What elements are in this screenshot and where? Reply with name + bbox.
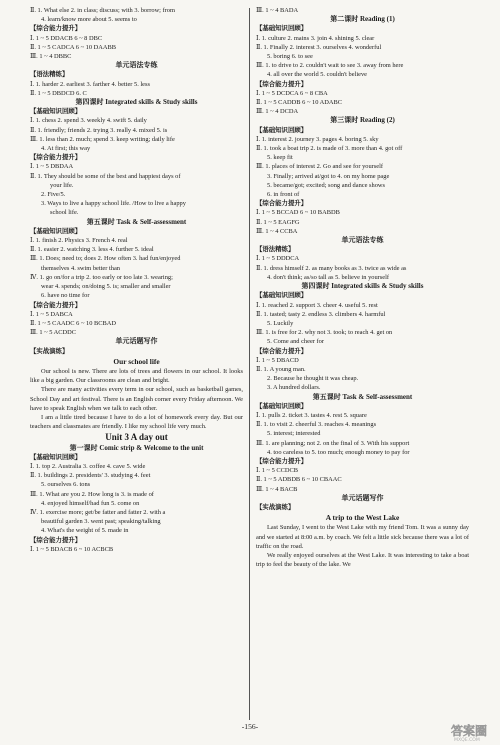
right-column-line: Ⅲ. 1 ~ 4 BADA — [256, 7, 299, 14]
left-column-line: Ⅱ. 1. They should be some of the best and happiest days of — [30, 172, 181, 180]
left-column-line: Ⅲ. 1. What are you 2. How long is 3. is made of — [30, 490, 154, 498]
left-column — [30, 6, 243, 554]
right-column-line: Ⅰ. 1 ~ 5 CCDCB — [256, 467, 299, 475]
left-column-line: wear 4. spends; on/doing 5. is; smaller and smaller — [41, 283, 171, 291]
left-column-line: Ⅰ. 1. top 2. Australia 3. coffee 4. cave 5. wide — [30, 462, 146, 470]
right-column-line: Ⅰ. 1. pulls 2. ticket 3. tastes 4. rest 5. square — [256, 411, 367, 419]
left-column-line: 4. learn/know more about 5. seems to — [41, 16, 137, 24]
right-column-line: 【综合能力提升】 — [256, 347, 308, 355]
right-column-line: Ⅱ. 1. dress himself 2. as many books as 3. twice as wide as — [256, 264, 407, 272]
left-column-line: 6. have no time for — [41, 292, 90, 300]
right-column-line: 【综合能力提升】 — [256, 80, 308, 88]
left-column-line: Ⅱ. 1. buildings 2. presidents' 3. studying 4. feet — [30, 472, 151, 480]
right-column-line: 【综合能力提升】 — [256, 457, 308, 465]
right-column-line: 单元语法专练 — [341, 236, 384, 245]
left-column-line: Ⅲ. 1 ~ 4 DBBC — [30, 53, 72, 61]
right-column-line: A trip to the West Lake — [325, 513, 400, 523]
left-column-line: Ⅰ. 1. harder 2. earliest 3. farther 4. better 5. less — [30, 80, 150, 88]
right-column-line: Ⅰ. 1. interest 2. journey 3. pages 4. boring 5. sky — [256, 135, 379, 143]
left-column-line: Unit 3 A day out — [105, 432, 168, 443]
left-column-line: 第五课时 Task & Self-assessment — [86, 217, 187, 226]
right-column-line: Ⅰ. 1 ~ 5 DCDCA 6 ~ 8 CBA — [256, 89, 328, 97]
right-column-line: Ⅱ. 1. A young man. — [256, 365, 306, 373]
right-column-line: Ⅰ. 1 ~ 5 DBACD — [256, 356, 299, 364]
right-column-line: 【基础知识回顾】 — [256, 292, 308, 300]
right-column-line: 5. boring 6. to see — [267, 53, 313, 61]
right-column-line: 2. Because he thought it was cheap. — [267, 375, 359, 383]
right-column-line: 第三课时 Reading (2) — [330, 116, 395, 125]
right-column-line: 【基础知识回顾】 — [256, 402, 308, 410]
left-column-line: Ⅱ. 1. friendly; friends 2. trying 3. really 4. mixed 5. is — [30, 126, 168, 134]
right-column-line: Ⅲ. 1. is free for 2. why not 3. took; to reach 4. get on — [256, 329, 393, 337]
left-column-line: I am a little tired because I have to do a lot of homework every day. But our teachers and classmates are friendly. I like my school life very much. — [30, 413, 243, 431]
right-column-line: Ⅲ. 1. to drive to 2. couldn't wait to see 3. away from here — [256, 62, 404, 70]
left-column-line: 【综合能力提升】 — [30, 154, 82, 162]
left-column-line: Ⅲ. 1. less than 2. much; spend 3. keep writing; daily life — [30, 135, 175, 143]
right-column-line: Ⅲ. 1 ~ 4 BACB — [256, 485, 298, 493]
right-column-line: 5. keep fit — [267, 154, 293, 162]
right-column-line: Ⅲ. 1 ~ 4 DCDA — [256, 108, 299, 116]
right-column-line: 【综合能力提升】 — [256, 200, 308, 208]
watermark-site-text: MXQE.COM — [454, 738, 480, 742]
right-column-line: Ⅱ. 1. to visit 2. cheerful 3. reaches 4. meanings — [256, 421, 377, 429]
right-column-line: 4. too careless to 5. too much; enough money to pay for — [267, 448, 410, 456]
right-column-line: Ⅱ. 1 ~ 5 CADDB 6 ~ 10 ADABC — [256, 99, 343, 107]
left-column-line: Ⅰ. 1. finish 2. Physics 3. French 4. real — [30, 237, 128, 245]
right-column-line: Ⅱ. 1 ~ 5 ADBDB 6 ~ 10 CBAAC — [256, 476, 342, 484]
column-divider — [249, 8, 250, 720]
left-column-line: Ⅳ. 1. go on/for a trip 2. too early or too late 3. wearing; — [30, 273, 173, 281]
left-column-line: Our school is new. There are lots of trees and flowers in our school. It looks like a big garden. Our classrooms are clean and bright. — [30, 367, 243, 385]
right-column-line: 5. Come and cheer for — [267, 338, 324, 346]
left-column-line: 单元话题写作 — [115, 337, 158, 346]
right-column-line: Ⅰ. 1. culture 2. mains 3. join 4. shining 5. clear — [256, 34, 375, 42]
right-column-line: 3. A hundred dollars. — [267, 384, 321, 392]
right-column-line: Ⅱ. 1 ~ 5 EAGFG — [256, 218, 300, 226]
left-column-line: Ⅱ. 1 ~ 5 CAADC 6 ~ 10 BCBAD — [30, 319, 117, 327]
right-column-line: 单元话题写作 — [341, 493, 384, 502]
right-column-line: 5. became/got; excited; song and dance shows — [267, 181, 386, 189]
left-column-line: Ⅰ. 1 ~ 5 BDACB 6 ~ 10 ACBCB — [30, 545, 114, 553]
left-column-line: 【实战演练】 — [30, 347, 69, 355]
left-column-line: themselves 4. swim better than — [41, 264, 120, 272]
left-column-line: Ⅲ. 1 ~ 5 ACDDC — [30, 329, 77, 337]
left-column-line: 【综合能力提升】 — [30, 301, 82, 309]
watermark-logo-text: 答案圈 — [451, 724, 488, 738]
right-column — [256, 6, 469, 569]
answer-key-page — [30, 6, 476, 726]
left-column-line: Our school life — [113, 356, 160, 366]
left-column-line: 5. ourselves 6. tons — [41, 481, 91, 489]
left-column-line: 4. What's the weight of 5. made in — [41, 527, 129, 535]
right-column-line: 第五课时 Task & Self-assessment — [312, 392, 413, 401]
left-column-line: 单元语法专练 — [115, 61, 158, 70]
left-column-line: 4. enjoyed himself/had fun 5. come on — [41, 499, 140, 507]
left-column-line: Ⅱ. 1. What else 2. in class; discuss; with 3. borrow; from — [30, 7, 175, 14]
left-column-line: beautiful garden 3. went past; speaking/talking — [41, 518, 161, 526]
left-column-line: 第一课时 Comic strip & Welcome to the unit — [69, 443, 204, 452]
page-number: -156- — [241, 722, 259, 731]
right-column-line: 6. in front of — [267, 191, 300, 199]
right-column-line: Ⅰ. 1 ~ 5 DDDCA — [256, 255, 300, 263]
left-column-line: 4. At first; this way — [41, 145, 91, 153]
right-column-line: Ⅰ. 1 ~ 5 BCCAD 6 ~ 10 BABDB — [256, 209, 340, 217]
left-column-line: Ⅱ. 1 ~ 5 CADCA 6 ~ 10 DAABB — [30, 43, 117, 51]
left-column-line: Ⅳ. 1. exercise more; get/be fatter and fatter 2. with a — [30, 508, 166, 516]
right-column-line: Ⅲ. 1. places of interest 2. Go and see for yourself — [256, 163, 384, 171]
right-column-line: 4. don't think; as/so tall as 5. believe in yourself — [267, 273, 390, 281]
right-column-line: 【语法精练】 — [256, 246, 295, 254]
left-column-line: 第四课时 Integrated skills & Study skills — [75, 98, 198, 107]
right-column-line: 【实战演练】 — [256, 503, 295, 511]
left-column-line: Ⅰ. 1 ~ 5 DDACB 6 ~ 8 DBC — [30, 34, 103, 42]
right-column-line: Ⅰ. 1. reached 2. support 3. cheer 4. useful 5. rest — [256, 301, 378, 309]
left-column-line: 【综合能力提升】 — [30, 25, 82, 33]
right-column-line: We really enjoyed ourselves at the West Lake. It was interesting to take a boat trip to feel the beauty of the lake. We — [256, 551, 469, 569]
left-column-line: Ⅱ. 1. easier 2. watching 3. less 4. further 5. ideal — [30, 246, 154, 254]
left-column-line: your life. — [50, 181, 74, 189]
right-column-line: 5. interest; interested — [267, 430, 321, 438]
right-column-line: 5. Luckily — [267, 319, 294, 327]
right-column-line: 【基础知识回顾】 — [256, 126, 308, 134]
left-column-line: There are many activities every term in our school, such as basketball games, School Day and art festival. There is an English corner every Friday afternoon. We have to speak English when we talk to each other. — [30, 386, 243, 412]
left-column-line: 3. Ways to live a happy school life. /How to live a happy — [41, 200, 186, 208]
watermark-logo — [450, 724, 496, 742]
right-column-line: 第四课时 Integrated skills & Study skills — [301, 282, 424, 291]
left-column-line: 【基础知识回顾】 — [30, 453, 82, 461]
left-column-line: Ⅲ. 1. Does; need to; does 2. How often 3. had fun/enjoyed — [30, 255, 181, 263]
left-column-line: 【基础知识回顾】 — [30, 227, 82, 235]
right-column-line: Last Sunday, I went to the West Lake with my friend Tom. It was a sunny day and we started at 8:00 a.m. by coach. We felt a little sick because there was a lot of traffic on the road. — [256, 524, 469, 550]
right-column-line: Ⅲ. 1. are planning; not 2. on the final of 3. With his support — [256, 439, 410, 447]
left-column-line: Ⅰ. 1 ~ 5 DBDAA — [30, 163, 74, 171]
right-column-line: 【基础知识回顾】 — [256, 25, 308, 33]
left-column-line: Ⅰ. 1. chess 2. spend 3. weekly 4. swift 5. daily — [30, 117, 147, 125]
left-column-line: 【语法精练】 — [30, 71, 69, 79]
right-column-line: Ⅲ. 1 ~ 4 CCBA — [256, 227, 298, 235]
right-column-line: Ⅱ. 1. Finally 2. interest 3. ourselves 4. wonderful — [256, 43, 382, 51]
left-column-line: school life. — [50, 209, 79, 217]
left-column-line: 【综合能力提升】 — [30, 536, 82, 544]
right-column-line: Ⅱ. 1. took a boat trip 2. is made of 3. more than 4. got off — [256, 145, 403, 153]
left-column-line: Ⅰ. 1 ~ 5 DABCA — [30, 310, 73, 318]
right-column-line: 第二课时 Reading (1) — [330, 15, 395, 24]
left-column-line: Ⅱ. 1 ~ 5 DBDCD 6. C — [30, 89, 87, 97]
left-column-line: 2. Five/5. — [41, 191, 66, 199]
right-column-line: 3. Finally; arrived at/got to 4. on my home page — [267, 172, 390, 180]
right-column-line: 4. all over the world 5. couldn't believe — [267, 71, 368, 79]
right-column-line: Ⅱ. 1. tasted; tasty 2. endless 3. climbers 4. harmful — [256, 310, 386, 318]
left-column-line: 【基础知识回顾】 — [30, 108, 82, 116]
